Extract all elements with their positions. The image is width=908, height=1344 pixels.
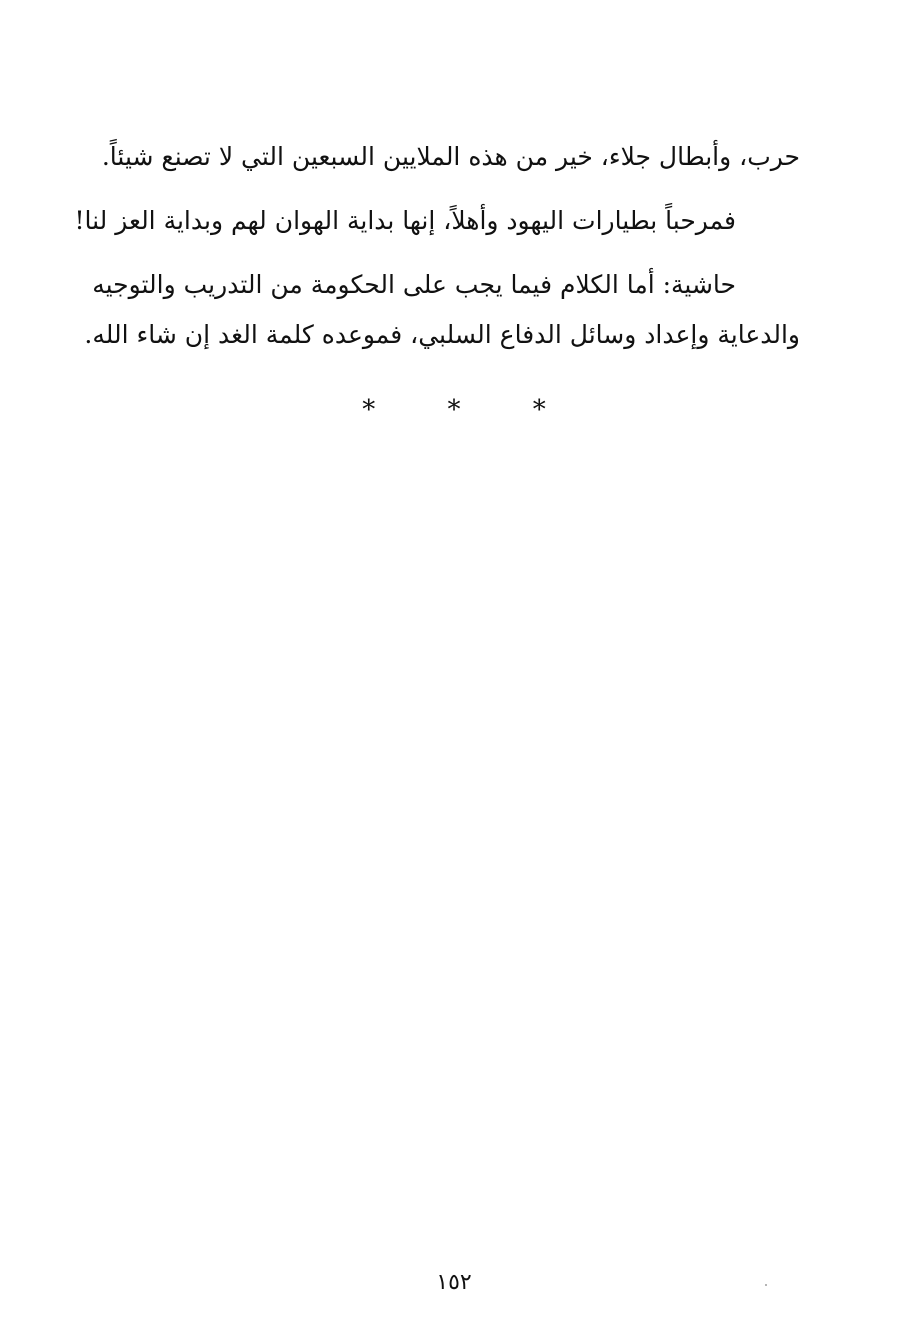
- text-line-2: فمرحباً بطيارات اليهود وأهلاً، إنها بداية الهوان لهم وبداية العز لنا!: [74, 206, 736, 235]
- section-separator: * * *: [362, 395, 578, 425]
- scan-artifact-dot: [765, 1284, 767, 1286]
- footnote-line-1: حاشية: أما الكلام فيما يجب على الحكومة من التدريب والتوجيه: [92, 270, 736, 299]
- page-number: ١٥٢: [436, 1270, 472, 1295]
- footnote-line-2: والدعاية وإعداد وسائل الدفاع السلبي، فموعده كلمة الغد إن شاء الله.: [84, 320, 800, 349]
- text-line-1: حرب، وأبطال جلاء، خير من هذه الملايين السبعين التي لا تصنع شيئاً.: [101, 142, 800, 171]
